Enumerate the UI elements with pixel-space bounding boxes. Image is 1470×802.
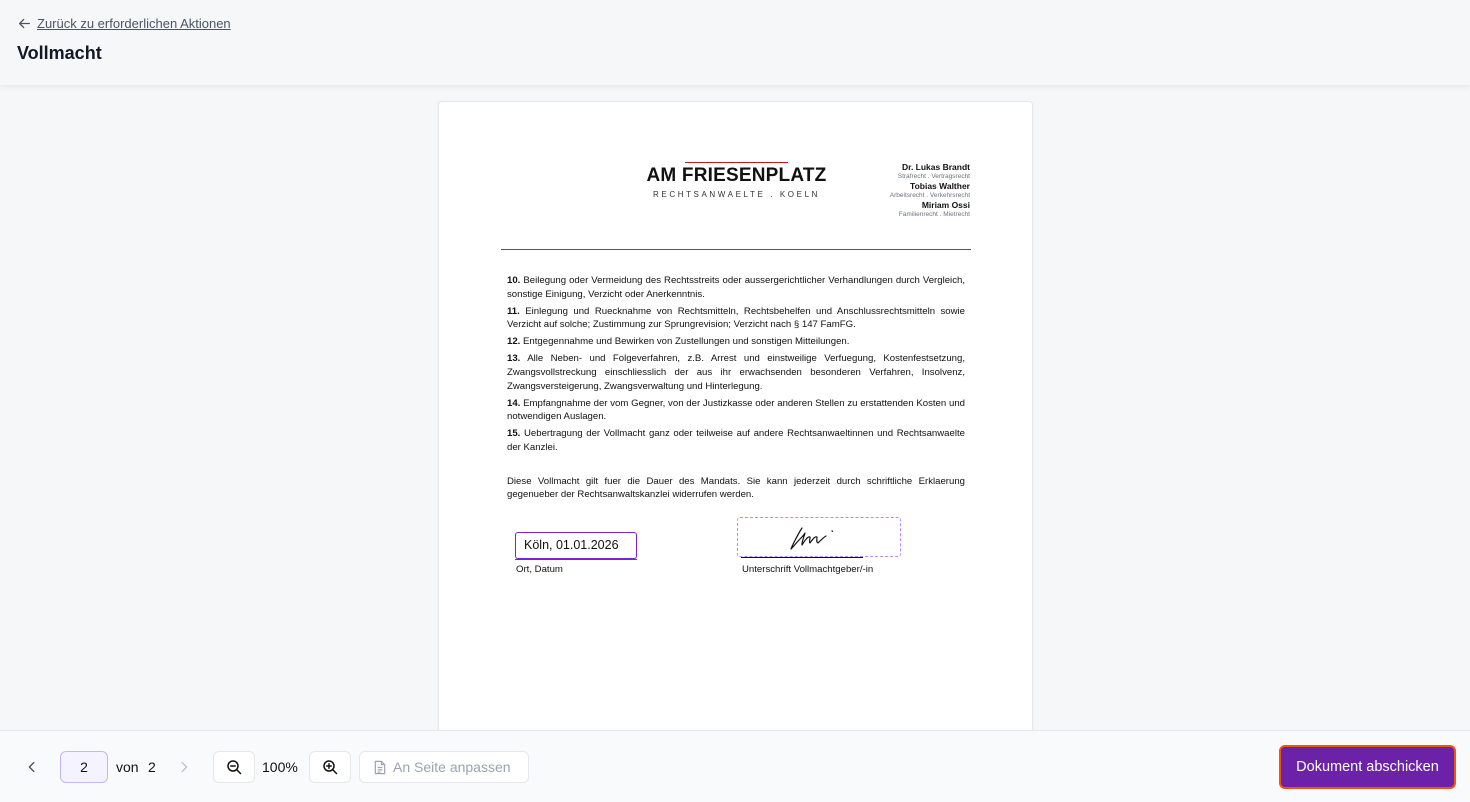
clause [507,397,965,424]
partner-areas: Familienrecht . Mietrecht [898,211,970,218]
zoom-out-icon [226,759,242,775]
submit-document-button[interactable]: Dokument abschicken [1279,745,1456,789]
place-date-field[interactable]: Köln, 01.01.2026 [515,532,637,559]
signature-mark [788,522,848,554]
clause-text: Einlegung und Ruecknahme von Rechtsmitteln, Rechtsbehelfen und Anschlussrechtsmitteln sowie Verzicht auf solche; Zustimmung zur Sprungrevision; Verzicht nach § 147 FamFG. [507,305,966,331]
document-page [438,101,1033,730]
clause-number: 10. [507,275,521,286]
document-icon [373,760,387,775]
logo-subtitle: RECHTSANWAELTE . KOELN [653,190,820,199]
zoom-in-button[interactable] [309,751,351,783]
chevron-right-icon [177,760,191,774]
partner-name: Miriam Ossi [921,200,970,210]
page-number-input[interactable] [60,751,108,783]
arrow-left-icon [18,17,31,30]
clause [507,352,965,393]
partner-areas: Strafrecht . Vertragsrecht [897,173,970,180]
signature-underline [741,557,863,558]
clause-text: Beilegung oder Vermeidung des Rechtsstreits oder aussergerichtlicher Verhandlungen durch Vergleich, sonstige Einigung, Verzicht oder Anerkenntnis. [507,275,965,300]
partner-areas: Arbeitsrecht . Verkehrsrecht [889,192,970,199]
clause-number: 13. [507,353,521,365]
letterhead-divider [501,249,971,250]
clause [507,305,965,332]
document-viewer[interactable] [0,85,1470,730]
page-title: Vollmacht [17,43,102,63]
partner-name: Tobias Walther [910,181,970,191]
previous-page-button[interactable] [21,755,43,779]
page-header [0,0,1470,85]
chevron-left-icon [25,760,39,774]
place-date-label: Ort, Datum [516,564,563,575]
partner-name: Dr. Lukas Brandt [901,162,970,172]
viewer-toolbar [0,730,1470,802]
fit-to-page-button[interactable] [359,751,529,783]
signature-label: Unterschrift Vollmachtgeber/-in [742,564,874,575]
logo-name: AM FRIESENPLATZ [646,165,827,186]
document-body [507,274,965,502]
fit-to-page-label: An Seite anpassen [393,759,511,775]
clause [507,335,965,349]
clause [507,427,965,454]
clause-number: 14. [507,397,521,409]
zoom-level: 100% [262,759,298,775]
closing-statement: Diese Vollmacht gilt fuer die Dauer des Mandats. Sie kann jederzeit durch schriftliche Erklaerung gegenueber der Rechtsanwaltskanzlei widerrufen werden. [507,475,965,501]
back-link[interactable] [18,16,231,31]
clause-number: 15. [507,428,521,440]
clause-text: Alle Neben- und Folgeverfahren, z.B. Arrest und einstweilige Verfuegung, Kostenfestsetzung, Zwangsvollstreckung einschliesslich der aus ihr erwachsenden besonderen Verfahren, Insolvenz, Zwangsversteigerung, Zwangsverwaltung und Hinterlegung. [507,353,965,392]
firm-logo [644,162,829,199]
clause-text: Empfangnahme der vom Gegner, von der Justizkasse oder anderen Stellen zu erstattenden Kosten und notwendigen Auslagen. [507,397,965,423]
date-underline [515,559,637,560]
clause-number: 11. [507,305,520,317]
clause-text: Entgegennahme und Bewirken von Zustellungen und sonstigen Mitteilungen. [523,336,850,348]
next-page-button[interactable] [173,755,195,779]
page-total: 2 [148,759,156,775]
zoom-in-icon [322,759,338,775]
back-link-label[interactable]: Zurück zu erforderlichen Aktionen [37,16,231,31]
zoom-out-button[interactable] [213,751,255,783]
partner-list [890,162,970,219]
clause-text: Uebertragung der Vollmacht ganz oder teilweise auf andere Rechtsanwaeltinnen und Rechtsanwaelte der Kanzlei. [507,428,965,454]
page-of-label: von [116,759,139,775]
signature-field[interactable] [737,517,901,557]
clause [507,274,965,301]
clause-number: 12. [507,336,521,348]
logo-rule [685,162,788,163]
